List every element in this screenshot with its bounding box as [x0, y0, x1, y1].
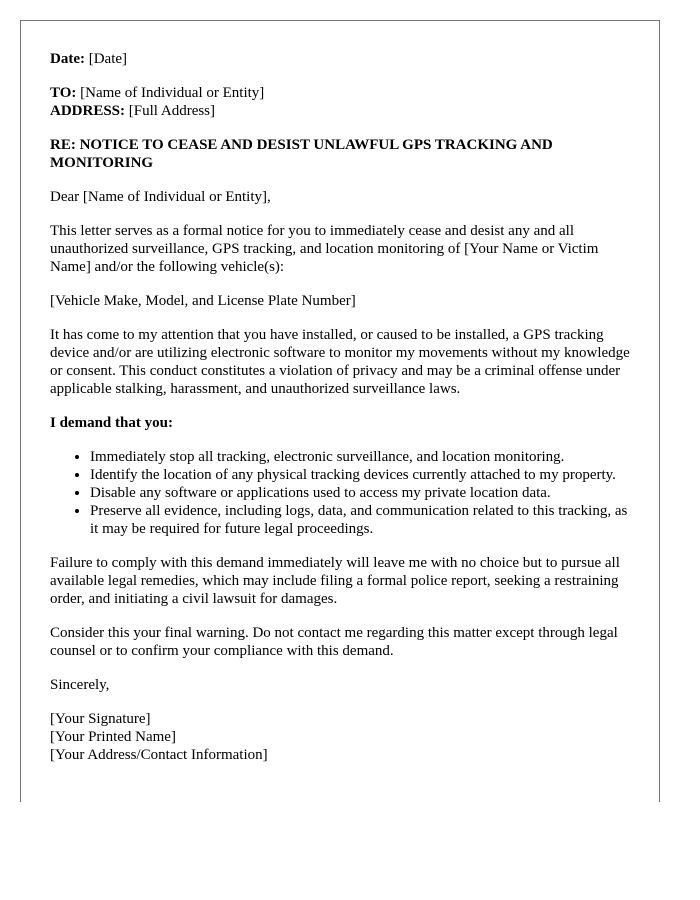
sign-off: Sincerely,	[50, 677, 110, 693]
address-label: ADDRESS:	[50, 103, 126, 119]
list-item: • Disable any software or applications used to access my private location data.	[90, 484, 635, 502]
salutation: Dear [Name of Individual or Entity],	[50, 189, 271, 205]
contact-line: [Your Address/Contact Information]	[50, 747, 268, 763]
list-item: • Immediately stop all tracking, electronic surveillance, and location monitoring.	[90, 448, 635, 466]
paragraph-notice: This letter serves as a formal notice for you to immediately cease and desist any and all unauthorized surveillance, GPS tracking, and location monitoring of [Your Name or Victim Name] and/or the following vehicle(s):	[50, 223, 599, 275]
demand-list	[50, 448, 635, 538]
recipient-block	[50, 84, 635, 120]
date-line	[50, 50, 635, 68]
demand-heading: I demand that you:	[50, 415, 173, 431]
to-value: [Name of Individual or Entity]	[80, 85, 265, 101]
address-line	[50, 102, 635, 120]
letter-page	[20, 20, 660, 802]
to-label: TO:	[50, 85, 77, 101]
list-item: • Identify the location of any physical tracking devices currently attached to my property.	[90, 466, 635, 484]
address-value: [Full Address]	[128, 103, 216, 119]
date-label: Date:	[50, 51, 85, 67]
paragraph-attention: It has come to my attention that you have installed, or caused to be installed, a GPS tracking device and/or are utilizing electronic software to monitor my movements without my knowledge or consent. This conduct constitutes a violation of privacy and may be a criminal offense under applicable stalking, harassment, and unauthorized surveillance laws.	[50, 327, 630, 397]
signature-line: [Your Signature]	[50, 711, 151, 727]
subject-line: RE: NOTICE TO CEASE AND DESIST UNLAWFUL GPS TRACKING AND MONITORING	[50, 137, 553, 171]
date-value: [Date]	[88, 51, 128, 67]
printed-name-line: [Your Printed Name]	[50, 729, 176, 745]
vehicle-line: [Vehicle Make, Model, and License Plate Number]	[50, 293, 356, 309]
paragraph-warning: Consider this your final warning. Do not contact me regarding this matter except through legal counsel or to confirm your compliance with this demand.	[50, 625, 618, 659]
paragraph-failure: Failure to comply with this demand immediately will leave me with no choice but to pursue all available legal remedies, which may include filing a formal police report, seeking a restraining order, and initiating a civil lawsuit for damages.	[50, 555, 620, 607]
signature-block	[50, 710, 635, 764]
list-item: • Preserve all evidence, including logs, data, and communication related to this tracking, as it may be required for future legal proceedings.	[90, 502, 635, 538]
to-line	[50, 84, 635, 102]
letter-content	[50, 50, 635, 764]
